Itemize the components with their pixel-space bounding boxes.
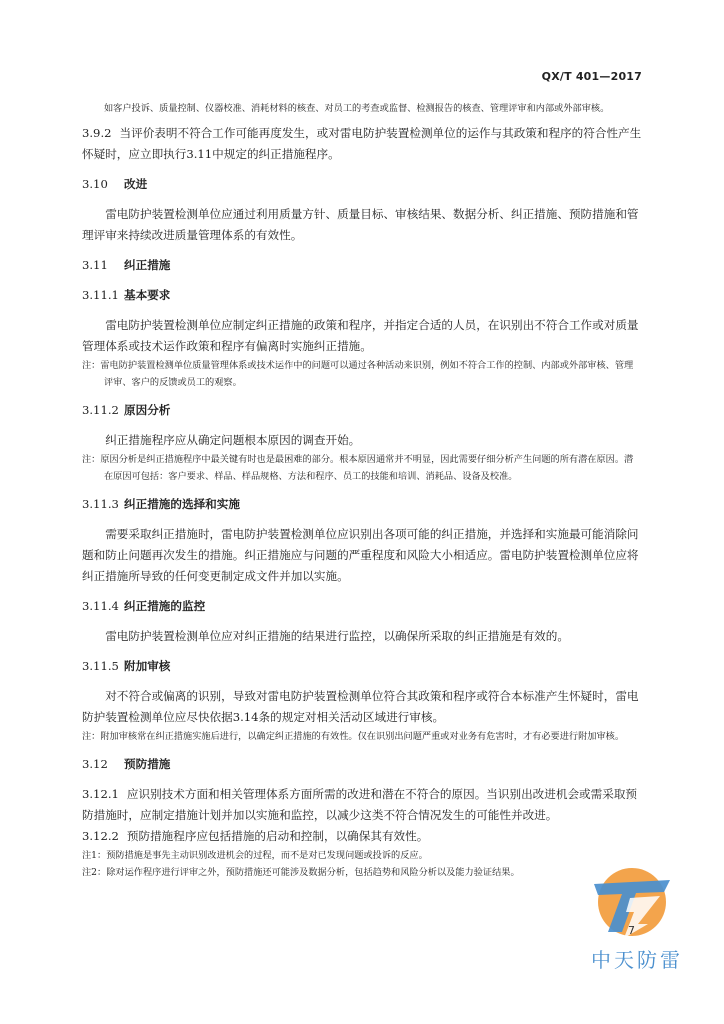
paragraph: 雷电防护装置检测单位应通过利用质量方针、质量目标、审核结果、数据分析、纠正措施、预防措施和管理评审来持续改进质量管理体系的有效性。 bbox=[82, 207, 639, 242]
section-title: 基本要求 bbox=[124, 288, 171, 302]
clause-number: 3.12.2 bbox=[82, 829, 119, 843]
logo-wordmark: 中天防雷 bbox=[591, 948, 683, 972]
clause-number: 3.9.2 bbox=[82, 126, 112, 140]
note: 注：附加审核常在纠正措施实施后进行，以确定纠正措施的有效性。仅在识别出问题严重或对业务有危害时，才有必要进行附加审核。 bbox=[82, 731, 625, 742]
clause-3-12-2 bbox=[82, 826, 642, 847]
paragraph: 对不符合或偏离的识别，导致对雷电防护装置检测单位符合其政策和程序或符合本标准产生怀疑时，雷电防护装置检测单位应尽快依据3.14条的规定对相关活动区域进行审核。 bbox=[82, 689, 639, 724]
paragraph: 雷电防护装置检测单位应对纠正措施的结果进行监控，以确保所采取的纠正措施是有效的。 bbox=[105, 629, 569, 643]
section-heading-3-12 bbox=[82, 754, 642, 775]
section-number: 3.11.5 bbox=[82, 659, 119, 673]
section-heading-3-10 bbox=[82, 174, 642, 195]
section-number: 3.11.2 bbox=[82, 403, 119, 417]
section-heading-3-11 bbox=[82, 255, 642, 276]
section-number: 3.11.1 bbox=[82, 288, 119, 302]
section-number: 3.12 bbox=[82, 757, 108, 771]
document-body bbox=[82, 100, 642, 881]
note-2: 注2：除对运作程序进行评审之外，预防措施还可能涉及数据分析，包括趋势和风险分析以及能力验证结果。 bbox=[82, 867, 520, 878]
note: 注：雷电防护装置检测单位质量管理体系或技术运作中的问题可以通过各种活动来识别，例如不符合工作的控制、内部或外部审核、管理评审、客户的反馈或员工的观察。 bbox=[82, 360, 634, 388]
clause-3-9-2 bbox=[82, 123, 642, 165]
section-title: 原因分析 bbox=[124, 403, 171, 417]
section-heading-3-11-2 bbox=[82, 400, 642, 421]
note: 注：原因分析是纠正措施程序中最关键有时也是最困难的部分。根本原因通常并不明显，因此需要仔细分析产生问题的所有潜在原因。潜在原因可包括：客户要求、样品、样品规格、方法和程序、员工的技能和培训、消耗品、设备及校准。 bbox=[82, 454, 634, 482]
section-title: 纠正措施的监控 bbox=[124, 599, 206, 613]
paragraph: 需要采取纠正措施时，雷电防护装置检测单位应识别出各项可能的纠正措施，并选择和实施最可能消除问题和防止问题再次发生的措施。纠正措施应与问题的严重程度和风险大小相适应。雷电防护装置检测单位应将纠正措施所导致的任何变更制定成文件并加以实施。 bbox=[82, 527, 639, 583]
section-title: 改进 bbox=[124, 177, 148, 191]
section-heading-3-11-3 bbox=[82, 494, 642, 515]
section-number: 3.10 bbox=[82, 177, 108, 191]
clause-number: 3.12.1 bbox=[82, 787, 119, 801]
section-title: 附加审核 bbox=[124, 659, 171, 673]
section-title: 纠正措施的选择和实施 bbox=[124, 497, 240, 511]
note-continuation: 如客户投诉、质量控制、仪器校准、消耗材料的核查、对员工的考查或监督、检测报告的核查、管理评审和内部或外部审核。 bbox=[104, 103, 610, 114]
page-number: 7 bbox=[628, 924, 635, 937]
section-heading-3-11-5 bbox=[82, 656, 642, 677]
clause-text: 预防措施程序应包括措施的启动和控制，以确保其有效性。 bbox=[126, 829, 429, 843]
section-title: 纠正措施 bbox=[124, 258, 171, 272]
section-number: 3.11.4 bbox=[82, 599, 119, 613]
section-heading-3-11-4 bbox=[82, 596, 642, 617]
standard-number: QX/T 401—2017 bbox=[541, 70, 642, 83]
clause-text: 应识别技术方面和相关管理体系方面所需的改进和潜在不符合的原因。当识别出改进机会或需采取预防措施时，应制定措施计划并加以实施和监控，以减少这类不符合情况发生的可能性并改进。 bbox=[82, 787, 638, 822]
note-1: 注1：预防措施是事先主动识别改进机会的过程，而不是对已发现问题或投诉的反应。 bbox=[82, 850, 428, 861]
section-number: 3.11 bbox=[82, 258, 108, 272]
paragraph: 纠正措施程序应从确定问题根本原因的调查开始。 bbox=[105, 433, 361, 447]
clause-3-12-1 bbox=[82, 784, 642, 826]
section-heading-3-11-1 bbox=[82, 285, 642, 306]
section-title: 预防措施 bbox=[124, 757, 171, 771]
section-number: 3.11.3 bbox=[82, 497, 119, 511]
clause-text: 当评价表明不符合工作可能再度发生，或对雷电防护装置检测单位的运作与其政策和程序的符合性产生怀疑时，应立即执行3.11中规定的纠正措施程序。 bbox=[82, 126, 642, 161]
paragraph: 雷电防护装置检测单位应制定纠正措施的政策和程序，并指定合适的人员，在识别出不符合工作或对质量管理体系或技术运作政策和程序有偏离时实施纠正措施。 bbox=[82, 318, 639, 353]
